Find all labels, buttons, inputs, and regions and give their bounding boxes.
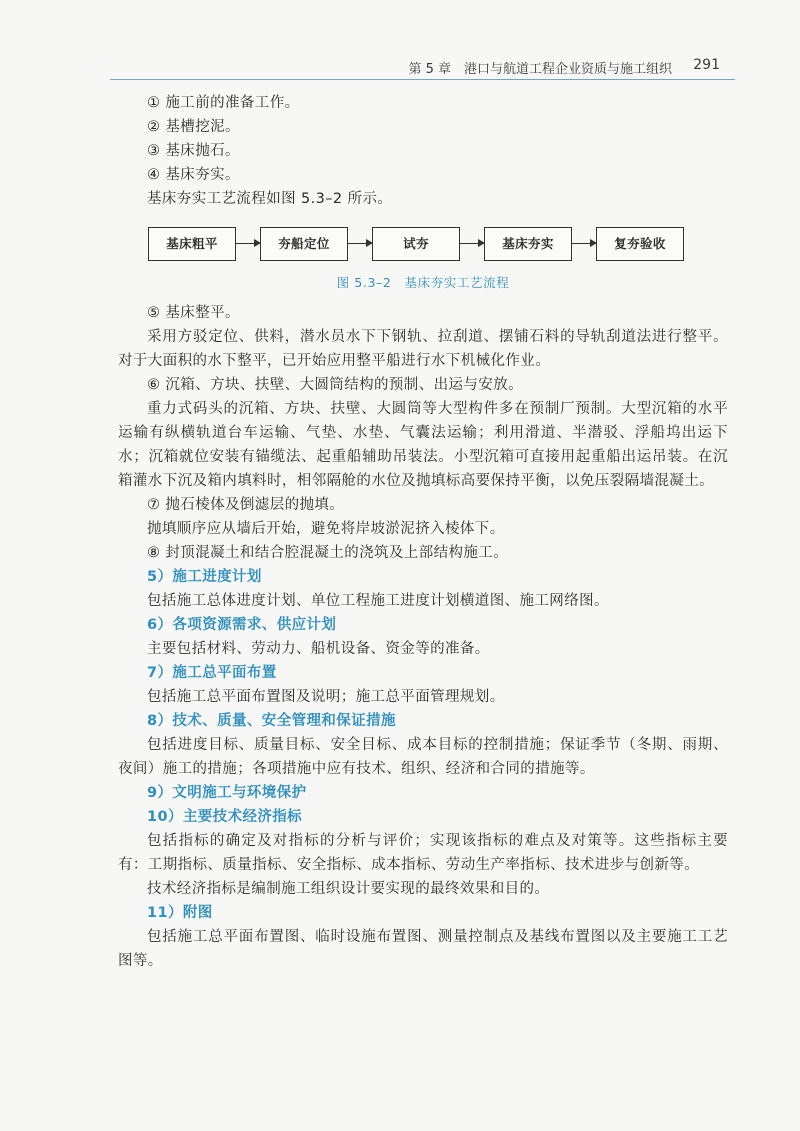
flow-arrow [236,243,260,244]
step-2: ② 基槽挖泥。 [147,119,240,135]
page-number: 291 [693,57,720,73]
step-5-title: ⑤ 基床整平。 [147,305,240,321]
heading-10: 10）主要技术经济指标 [147,809,303,825]
heading-10-text-1: 包括指标的确定及对指标的分析与评价；实现该指标的难点及对策等。这些指标主要有：工期指标、质量指标、安全指标、成本指标、劳动生产率指标、技术进步与创新等。 [118,833,728,873]
flow-box-trial-ram: 试夯 [372,227,460,261]
step-5-text: 采用方驳定位、供料，潜水员水下下钢轨、拉刮道、摆铺石料的导轨刮道法进行整平。对于大面积的水下整平，已开始应用整平船进行水下机械化作业。 [118,329,728,369]
step-4: ④ 基床夯实。 [147,167,240,183]
heading-5-text: 包括施工总体进度计划、单位工程施工进度计划横道图、施工网络图。 [147,593,609,609]
step-7-text: 抛填顺序应从墙后开始，避免将岸坡淤泥挤入棱体下。 [147,521,505,537]
step-8-title: ⑧ 封顶混凝土和结合腔混凝土的浇筑及上部结构施工。 [147,545,509,561]
step-3: ③ 基床抛石。 [147,143,240,159]
step-6-text: 重力式码头的沉箱、方块、扶壁、大圆筒等大型构件多在预制厂预制。大型沉箱的水平运输有纵横轨道台车运输、气垫、水垫、气囊法运输；利用滑道、半潜驳、浮船坞出运下水；沉箱就位安装有锚缆法、起重船辅助吊装法。小型沉箱可直接用起重船出运吊装。在沉箱灌水下沉及箱内填料时，相邻隔舱的水位及抛填标高要保持平衡，以免压裂隔墙混凝土。 [118,401,728,489]
figure-caption: 图 5.3–2 基床夯实工艺流程 [336,275,510,290]
header-rule [110,79,735,80]
page-body [118,91,728,973]
heading-7-text: 包括施工总平面布置图及说明；施工总平面管理规划。 [147,689,505,705]
step-1: ① 施工前的准备工作。 [147,95,300,111]
heading-6: 6）各项资源需求、供应计划 [147,617,337,633]
flow-arrow [460,243,484,244]
flow-intro: 基床夯实工艺流程如图 5.3–2 所示。 [147,191,393,207]
page-header [0,0,800,82]
flow-box-ship-position: 夯船定位 [260,227,348,261]
step-6-title: ⑥ 沉箱、方块、扶壁、大圆筒结构的预制、出运与安放。 [147,377,524,393]
flow-arrow [572,243,596,244]
heading-5: 5）施工进度计划 [147,569,262,585]
heading-11-text: 包括施工总平面布置图、临时设施布置图、测量控制点及基线布置图以及主要施工工艺图等。 [118,929,728,969]
flow-arrow [348,243,372,244]
flow-diagram [118,221,728,267]
heading-7: 7）施工总平面布置 [147,665,277,681]
step-7-title: ⑦ 抛石棱体及倒滤层的抛填。 [147,497,345,513]
flow-box-rough-level: 基床粗平 [148,227,236,261]
heading-10-text-2: 技术经济指标是编制施工组织设计要实现的最终效果和目的。 [147,881,550,897]
heading-11: 11）附图 [147,905,213,921]
heading-8: 8）技术、质量、安全管理和保证措施 [147,713,396,729]
heading-9: 9）文明施工与环境保护 [147,785,307,801]
heading-8-text: 包括进度目标、质量目标、安全目标、成本目标的控制措施；保证季节（冬期、雨期、夜间）施工的措施；各项措施中应有技术、组织、经济和合同的措施等。 [118,737,728,777]
flow-box-bed-ram: 基床夯实 [484,227,572,261]
heading-6-text: 主要包括材料、劳动力、船机设备、资金等的准备。 [147,641,490,657]
chapter-title: 第 5 章 港口与航道工程企业资质与施工组织 [408,62,672,77]
flow-box-re-ram-accept: 复夯验收 [596,227,684,261]
